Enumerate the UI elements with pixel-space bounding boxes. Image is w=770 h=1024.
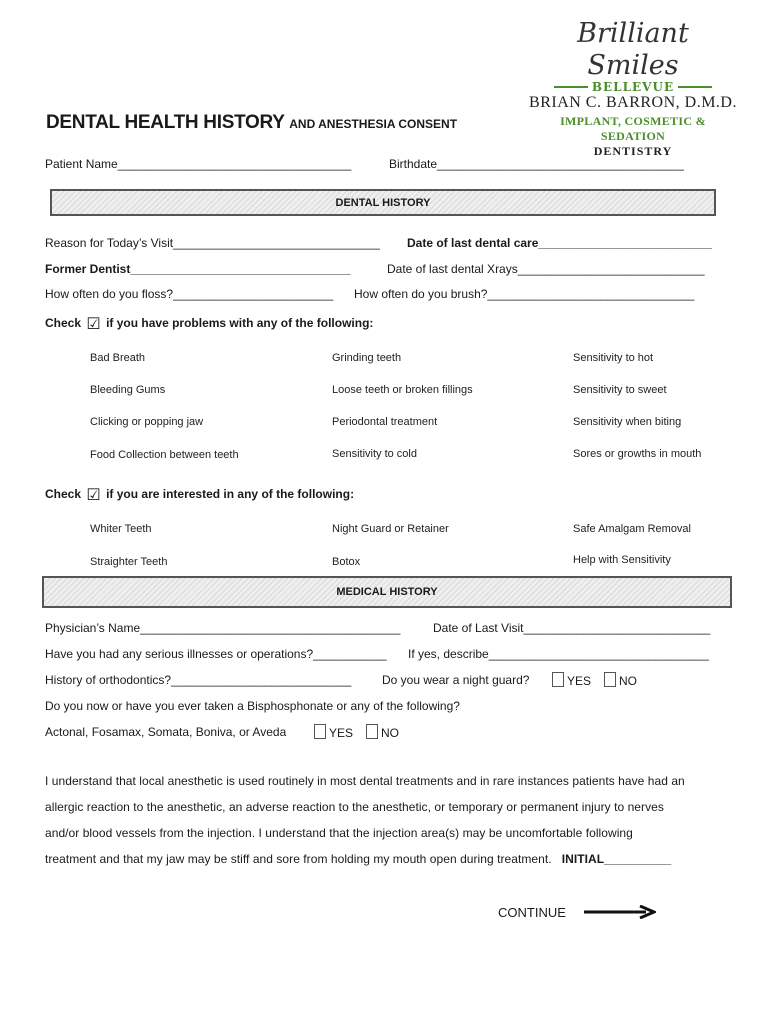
option-safe-amalgam[interactable]: [573, 522, 733, 537]
option-label: Botox: [332, 556, 361, 568]
yes-label: YES: [329, 726, 354, 740]
option-label: Whiter Teeth: [90, 523, 152, 535]
consent-line: and/or blood vessels from the injection. I understand that the injection area(s) may be uncomfortable following: [45, 826, 633, 840]
option-night-guard[interactable]: [332, 522, 532, 537]
consent-line: [45, 846, 735, 872]
dental-history-header: [50, 189, 716, 216]
option-sensitivity-cold[interactable]: [332, 447, 532, 462]
form-title-sub: AND ANESTHESIA CONSENT: [289, 117, 458, 131]
option-whiter-teeth[interactable]: [90, 522, 290, 537]
option-label: Safe Amalgam Removal: [573, 523, 691, 535]
consent-line-text: treatment and that my jaw may be stiff and sore from holding my mouth open during treatment.: [45, 852, 552, 866]
no-label: NO: [619, 674, 637, 688]
logo-location: BELLEVUE: [591, 80, 675, 94]
interests-heading: [45, 485, 354, 505]
option-sensitivity-hot[interactable]: [573, 351, 733, 366]
option-label: Straighter Teeth: [90, 556, 168, 568]
bisphosphonate-list: Actonal, Fosamax, Somata, Boniva, or Aveda: [45, 725, 287, 739]
night-guard-question: Do you wear a night guard?: [382, 673, 530, 687]
former-dentist-field[interactable]: Former Dentist_________________________________: [45, 262, 351, 276]
option-label: Sensitivity to cold: [332, 448, 417, 460]
yes-label: YES: [567, 674, 592, 688]
option-sensitivity-biting[interactable]: [573, 415, 733, 430]
option-label: Clicking or popping jaw: [90, 416, 204, 428]
logo-doctor: BRIAN C. BARRON, D.M.D.: [529, 94, 737, 111]
reason-for-visit-field[interactable]: Reason for Today’s Visit_______________________________: [45, 236, 380, 250]
form-title: [46, 112, 457, 134]
option-label: Grinding teeth: [332, 352, 402, 364]
arrow-right-icon[interactable]: [584, 905, 656, 919]
option-label: Bleeding Gums: [90, 384, 166, 396]
logo-specialty: IMPLANT, COSMETIC & SEDATION: [560, 114, 706, 143]
anesthesia-consent-text: [45, 768, 735, 872]
practice-logo: [528, 18, 738, 159]
logo-rule-left: [554, 86, 588, 88]
patient-name-field[interactable]: Patient Name___________________________________: [45, 157, 352, 171]
option-label: Periodontal treatment: [332, 416, 438, 428]
consent-line: allergic reaction to the anesthetic, an adverse reaction to the anesthetic, or temporary or permanent injury to nerves: [45, 800, 664, 814]
option-label: Sensitivity to sweet: [573, 384, 667, 396]
continue-label[interactable]: CONTINUE: [498, 905, 566, 920]
logo-rule-right: [678, 86, 712, 88]
medical-history-header-label: MEDICAL HISTORY: [336, 586, 438, 598]
checkbox-empty-icon[interactable]: [314, 724, 326, 739]
option-sores-growths[interactable]: [573, 447, 733, 462]
illnesses-field[interactable]: Have you had any serious illnesses or operations?___________: [45, 647, 387, 661]
initial-field[interactable]: INITIAL__________: [561, 852, 672, 866]
option-botox[interactable]: [332, 555, 532, 570]
brush-frequency-field[interactable]: How often do you brush?_______________________________: [354, 287, 695, 301]
illness-describe-field[interactable]: If yes, describe_________________________________: [408, 647, 709, 661]
option-label: Sensitivity to hot: [573, 352, 654, 364]
logo-location-row: [528, 80, 738, 94]
checkbox-checked-icon: ☑: [86, 487, 101, 504]
option-sensitivity-sweet[interactable]: [573, 383, 733, 398]
option-loose-teeth[interactable]: [332, 383, 532, 398]
checkbox-checked-icon: ☑: [86, 316, 101, 333]
interests-heading-prefix: Check: [45, 487, 82, 501]
option-grinding-teeth[interactable]: [332, 351, 532, 366]
last-visit-field[interactable]: Date of Last Visit____________________________: [433, 621, 711, 635]
night-guard-no-option[interactable]: [604, 672, 637, 688]
logo-dentistry: DENTISTRY: [593, 144, 673, 158]
checkbox-empty-icon[interactable]: [366, 724, 378, 739]
option-label: Bad Breath: [90, 352, 146, 364]
problems-heading-text: if you have problems with any of the following:: [106, 316, 374, 330]
option-label: Sensitivity when biting: [573, 416, 682, 428]
no-label: NO: [381, 726, 399, 740]
option-label: Food Collection between teeth: [90, 449, 239, 461]
orthodontics-field[interactable]: History of orthodontics?___________________________: [45, 673, 352, 687]
problems-heading: [45, 314, 373, 334]
option-clicking-jaw[interactable]: [90, 415, 290, 430]
last-xrays-field[interactable]: Date of last dental Xrays____________________________: [387, 262, 705, 276]
interests-heading-text: if you are interested in any of the following:: [106, 487, 355, 501]
option-label: Help with Sensitivity: [573, 554, 671, 566]
option-bleeding-gums[interactable]: [90, 383, 290, 398]
option-label: Night Guard or Retainer: [332, 523, 449, 535]
floss-frequency-field[interactable]: How often do you floss?________________________: [45, 287, 334, 301]
bisphosphonate-no-option[interactable]: [366, 724, 399, 740]
option-bad-breath[interactable]: [90, 351, 290, 366]
option-straighter-teeth[interactable]: [90, 555, 290, 570]
form-title-main: DENTAL HEALTH HISTORY: [46, 112, 285, 133]
option-periodontal[interactable]: [332, 415, 532, 430]
birthdate-field[interactable]: Birthdate_____________________________________: [389, 157, 684, 171]
option-food-collection[interactable]: [90, 448, 240, 463]
physician-name-field[interactable]: Physician’s Name_______________________________________: [45, 621, 401, 635]
dental-history-header-label: DENTAL HISTORY: [335, 196, 431, 209]
logo-script: Brilliant Smiles: [577, 18, 689, 81]
checkbox-empty-icon[interactable]: [552, 672, 564, 687]
checkbox-empty-icon[interactable]: [604, 672, 616, 687]
consent-line: I understand that local anesthetic is used routinely in most dental treatments and in rare instances patients have had an: [45, 774, 685, 788]
option-help-sensitivity[interactable]: [573, 553, 733, 568]
option-label: Sores or growths in mouth: [573, 448, 702, 460]
bisphosphonate-yes-option[interactable]: [314, 724, 353, 740]
last-dental-care-field[interactable]: Date of last dental care__________________________: [407, 236, 712, 250]
medical-history-header: [42, 576, 732, 608]
bisphosphonate-question: Do you now or have you ever taken a Bisphosphonate or any of the following?: [45, 699, 460, 713]
option-label: Loose teeth or broken fillings: [332, 384, 473, 396]
problems-heading-prefix: Check: [45, 316, 82, 330]
night-guard-yes-option[interactable]: [552, 672, 591, 688]
